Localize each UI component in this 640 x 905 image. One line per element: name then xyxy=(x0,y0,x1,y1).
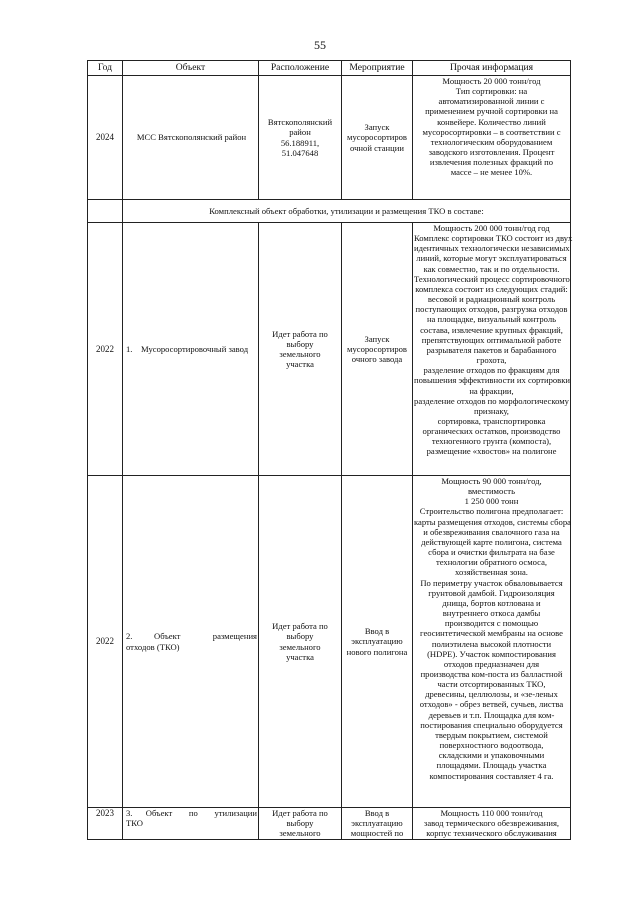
text-line: земельного xyxy=(279,349,321,359)
text-line: компостирования составляет 4 га. xyxy=(429,770,554,781)
text-line: площадями. Площадь участка xyxy=(436,760,547,771)
text-line: производится с помощью xyxy=(444,618,539,629)
text-line: эксплуатацию xyxy=(351,818,403,829)
text-line: автоматизированной линии с xyxy=(438,96,545,107)
text-line: Запуск xyxy=(364,122,390,133)
text-line: Идет работа по xyxy=(272,621,328,632)
text-line: Идет работа по xyxy=(272,808,328,818)
text-line: складскими и упаковочными xyxy=(438,750,545,761)
table-row xyxy=(88,808,571,840)
year-cell: 2022 xyxy=(88,223,123,476)
object-line-2: ТКО xyxy=(126,818,143,829)
text-line: производства ком-поста из балластной xyxy=(420,668,563,679)
action-cell xyxy=(342,76,413,200)
text-line: мусоросортиров xyxy=(347,343,407,354)
text-line: очной станции xyxy=(350,142,404,153)
text-line: комплекса состоит из следующих стадий: xyxy=(415,283,568,294)
text-line: корпус технического обслуживания xyxy=(426,828,557,839)
text-line: на фракции, xyxy=(469,385,514,396)
text-line: полиэтилена высокой плотности xyxy=(431,638,552,649)
text-line: поверхностного водоотвода, xyxy=(439,740,544,751)
text-line: Мощность 20 000 тонн/год xyxy=(442,76,541,86)
text-line: состава, извлечение крупных фракций, xyxy=(420,324,563,335)
action-cell xyxy=(342,476,413,808)
text-line: Технологический процесс сортировочного xyxy=(414,273,570,284)
text-line: По периметру участок обваловывается xyxy=(420,577,563,588)
text-line: признаку, xyxy=(474,405,509,416)
object-cell: 1. Мусоросортировочный завод xyxy=(123,223,259,476)
text-line: Мощность 200 000 тонн/год год xyxy=(433,223,550,233)
text-line: мощностей по xyxy=(350,828,404,839)
text-line: Комплекс сортировки ТКО состоит из двух xyxy=(414,233,573,244)
text-line: (HDPE). Участок компостирования xyxy=(427,648,556,659)
text-line: органических остатков, производство xyxy=(422,426,561,437)
text-line: разделение отходов по морфологическому xyxy=(414,395,569,406)
text-line: внутреннего откоса дамбы xyxy=(442,608,541,619)
info-cell xyxy=(413,223,571,476)
text-line: отходов предназначен для xyxy=(443,658,540,669)
info-cell xyxy=(413,76,571,200)
text-line: участка xyxy=(286,359,314,370)
text-line: разрывателя пакетов и барабанного xyxy=(426,344,557,355)
section-empty-cell xyxy=(88,200,123,223)
info-cell xyxy=(413,808,571,840)
text-line: участка xyxy=(286,651,314,662)
location-cell xyxy=(259,476,342,808)
text-line: Запуск xyxy=(364,333,390,344)
section-title: Комплексный объект обработки, утилизации и размещения ТКО в составе: xyxy=(123,200,571,223)
text-line: разделение отходов по фракциям для xyxy=(423,365,560,376)
year-cell: 2023 xyxy=(88,808,123,840)
table-row xyxy=(88,476,571,808)
text-line: линий, которые могут эксплуатироваться xyxy=(416,253,567,264)
table-header-row xyxy=(88,61,571,76)
text-line: карты размещения отходов, системы сбора xyxy=(414,516,571,527)
section-row xyxy=(88,200,571,223)
object-line-2: отходов (ТКО) xyxy=(126,641,180,652)
text-line: эксплуатацию xyxy=(351,636,403,647)
text-line: технологическим оборудованием xyxy=(430,136,553,147)
location-cell xyxy=(259,223,342,476)
text-line: мусоросортиров xyxy=(347,132,407,143)
action-cell xyxy=(342,223,413,476)
text-line: 1 250 000 тонн xyxy=(464,496,519,507)
text-line: и обезвреживания свалочного газа на xyxy=(423,526,560,537)
location-cell xyxy=(259,808,342,840)
header-year: Год xyxy=(88,61,123,76)
text-line: грохота, xyxy=(476,355,507,366)
text-line: постирования специально оборудуется xyxy=(420,719,563,730)
table-row xyxy=(88,76,571,200)
text-line: очного завода xyxy=(351,354,403,365)
text-line: действующей карте полигона, система xyxy=(421,536,562,547)
year-cell: 2022 xyxy=(88,476,123,808)
text-line: как совместно, так и по отдельности. xyxy=(423,263,560,274)
text-line: земельного xyxy=(279,641,321,652)
text-line: Ввод в xyxy=(364,808,390,818)
text-line: техногенного грунта (компоста), xyxy=(431,436,552,447)
text-line: днища, бортов котлована и xyxy=(442,597,541,608)
text-line: грунтовой дамбой. Гидроизоляция xyxy=(428,587,555,598)
text-line: завод термического обезвреживания, xyxy=(423,818,560,829)
header-object: Объект xyxy=(123,61,259,76)
text-line: геосинтетической мембраны на основе xyxy=(420,628,563,639)
text-line: препятствующих оптимальной работе xyxy=(421,334,562,345)
text-line: Строительство полигона предполагает: xyxy=(419,506,564,517)
text-line: сбора и очистки фильтрата на базе xyxy=(428,547,555,558)
text-line: идентичных технологически независимых xyxy=(414,243,570,254)
header-action: Мероприятие xyxy=(342,61,413,76)
location-cell xyxy=(259,76,342,200)
text-line: район xyxy=(289,127,311,138)
text-line: на площадке, визуальный контроль xyxy=(426,314,557,325)
text-line: хозяйственная зона. xyxy=(455,567,528,578)
year-cell: 2024 xyxy=(88,76,123,200)
text-line: выбору xyxy=(286,338,314,349)
text-line: извлечения полезных фракций по xyxy=(429,157,554,168)
text-line: твердым покрытием, системой xyxy=(435,729,548,740)
text-line: 56.188911, xyxy=(280,137,320,148)
text-line: Мощность 90 000 тонн/год, xyxy=(441,476,542,486)
header-info: Прочая информация xyxy=(413,61,571,76)
object-line-1: 3. Объект по утилизации xyxy=(126,808,257,818)
text-line: Мощность 110 000 тонн/год xyxy=(440,808,543,818)
text-line: древесины, целлюлозы, и «зе-леных xyxy=(425,689,558,700)
text-line: Вятскополянский xyxy=(267,117,333,128)
tko-objects-table xyxy=(87,60,571,840)
text-line: массе – не менее 10%. xyxy=(450,167,533,178)
text-line: размещение «хвостов» на полигоне xyxy=(426,446,557,457)
text-line: отходов» - обрез ветвей, сучьев, листва xyxy=(419,699,564,710)
text-line: технологии обратного осмоса, xyxy=(435,557,548,568)
object-line-1: 2. Объект размещения xyxy=(126,631,257,642)
page-number: 55 xyxy=(314,38,326,52)
text-line: Идет работа по xyxy=(272,328,328,339)
object-cell xyxy=(123,808,259,840)
text-line: части отсортированных ТКО, xyxy=(437,679,546,690)
header-location: Расположение xyxy=(259,61,342,76)
text-line: заводского изготовления. Процент xyxy=(428,147,555,158)
text-line: 51.047648 xyxy=(281,147,319,158)
text-line: сортировка, транспортировка xyxy=(437,415,546,426)
text-line: земельного xyxy=(279,828,321,839)
text-line: поступающих отходов, разгрузка отходов xyxy=(415,304,568,315)
text-line: нового полигона xyxy=(346,646,408,657)
object-cell xyxy=(123,476,259,808)
text-line: применением ручной сортировки на xyxy=(425,106,558,117)
text-line: выбору xyxy=(286,818,314,829)
text-line: деревьев и т.п. Площадка для ком- xyxy=(428,709,555,720)
text-line: Тип сортировки: на xyxy=(455,86,528,97)
info-cell xyxy=(413,476,571,808)
text-line: повышения эффективности их сортировки xyxy=(414,375,571,386)
text-line: вместимость xyxy=(468,486,515,497)
text-line: конвейере. Количество линий xyxy=(437,116,546,127)
text-line: Ввод в xyxy=(364,626,390,637)
text-line: весовой и радиационный контроль xyxy=(427,294,556,305)
action-cell xyxy=(342,808,413,840)
text-line: выбору xyxy=(286,631,314,642)
object-cell: МСС Вятскополянский район xyxy=(123,76,259,200)
text-line: мусоросортировки – в соответствии с xyxy=(422,126,561,137)
table-row xyxy=(88,223,571,476)
